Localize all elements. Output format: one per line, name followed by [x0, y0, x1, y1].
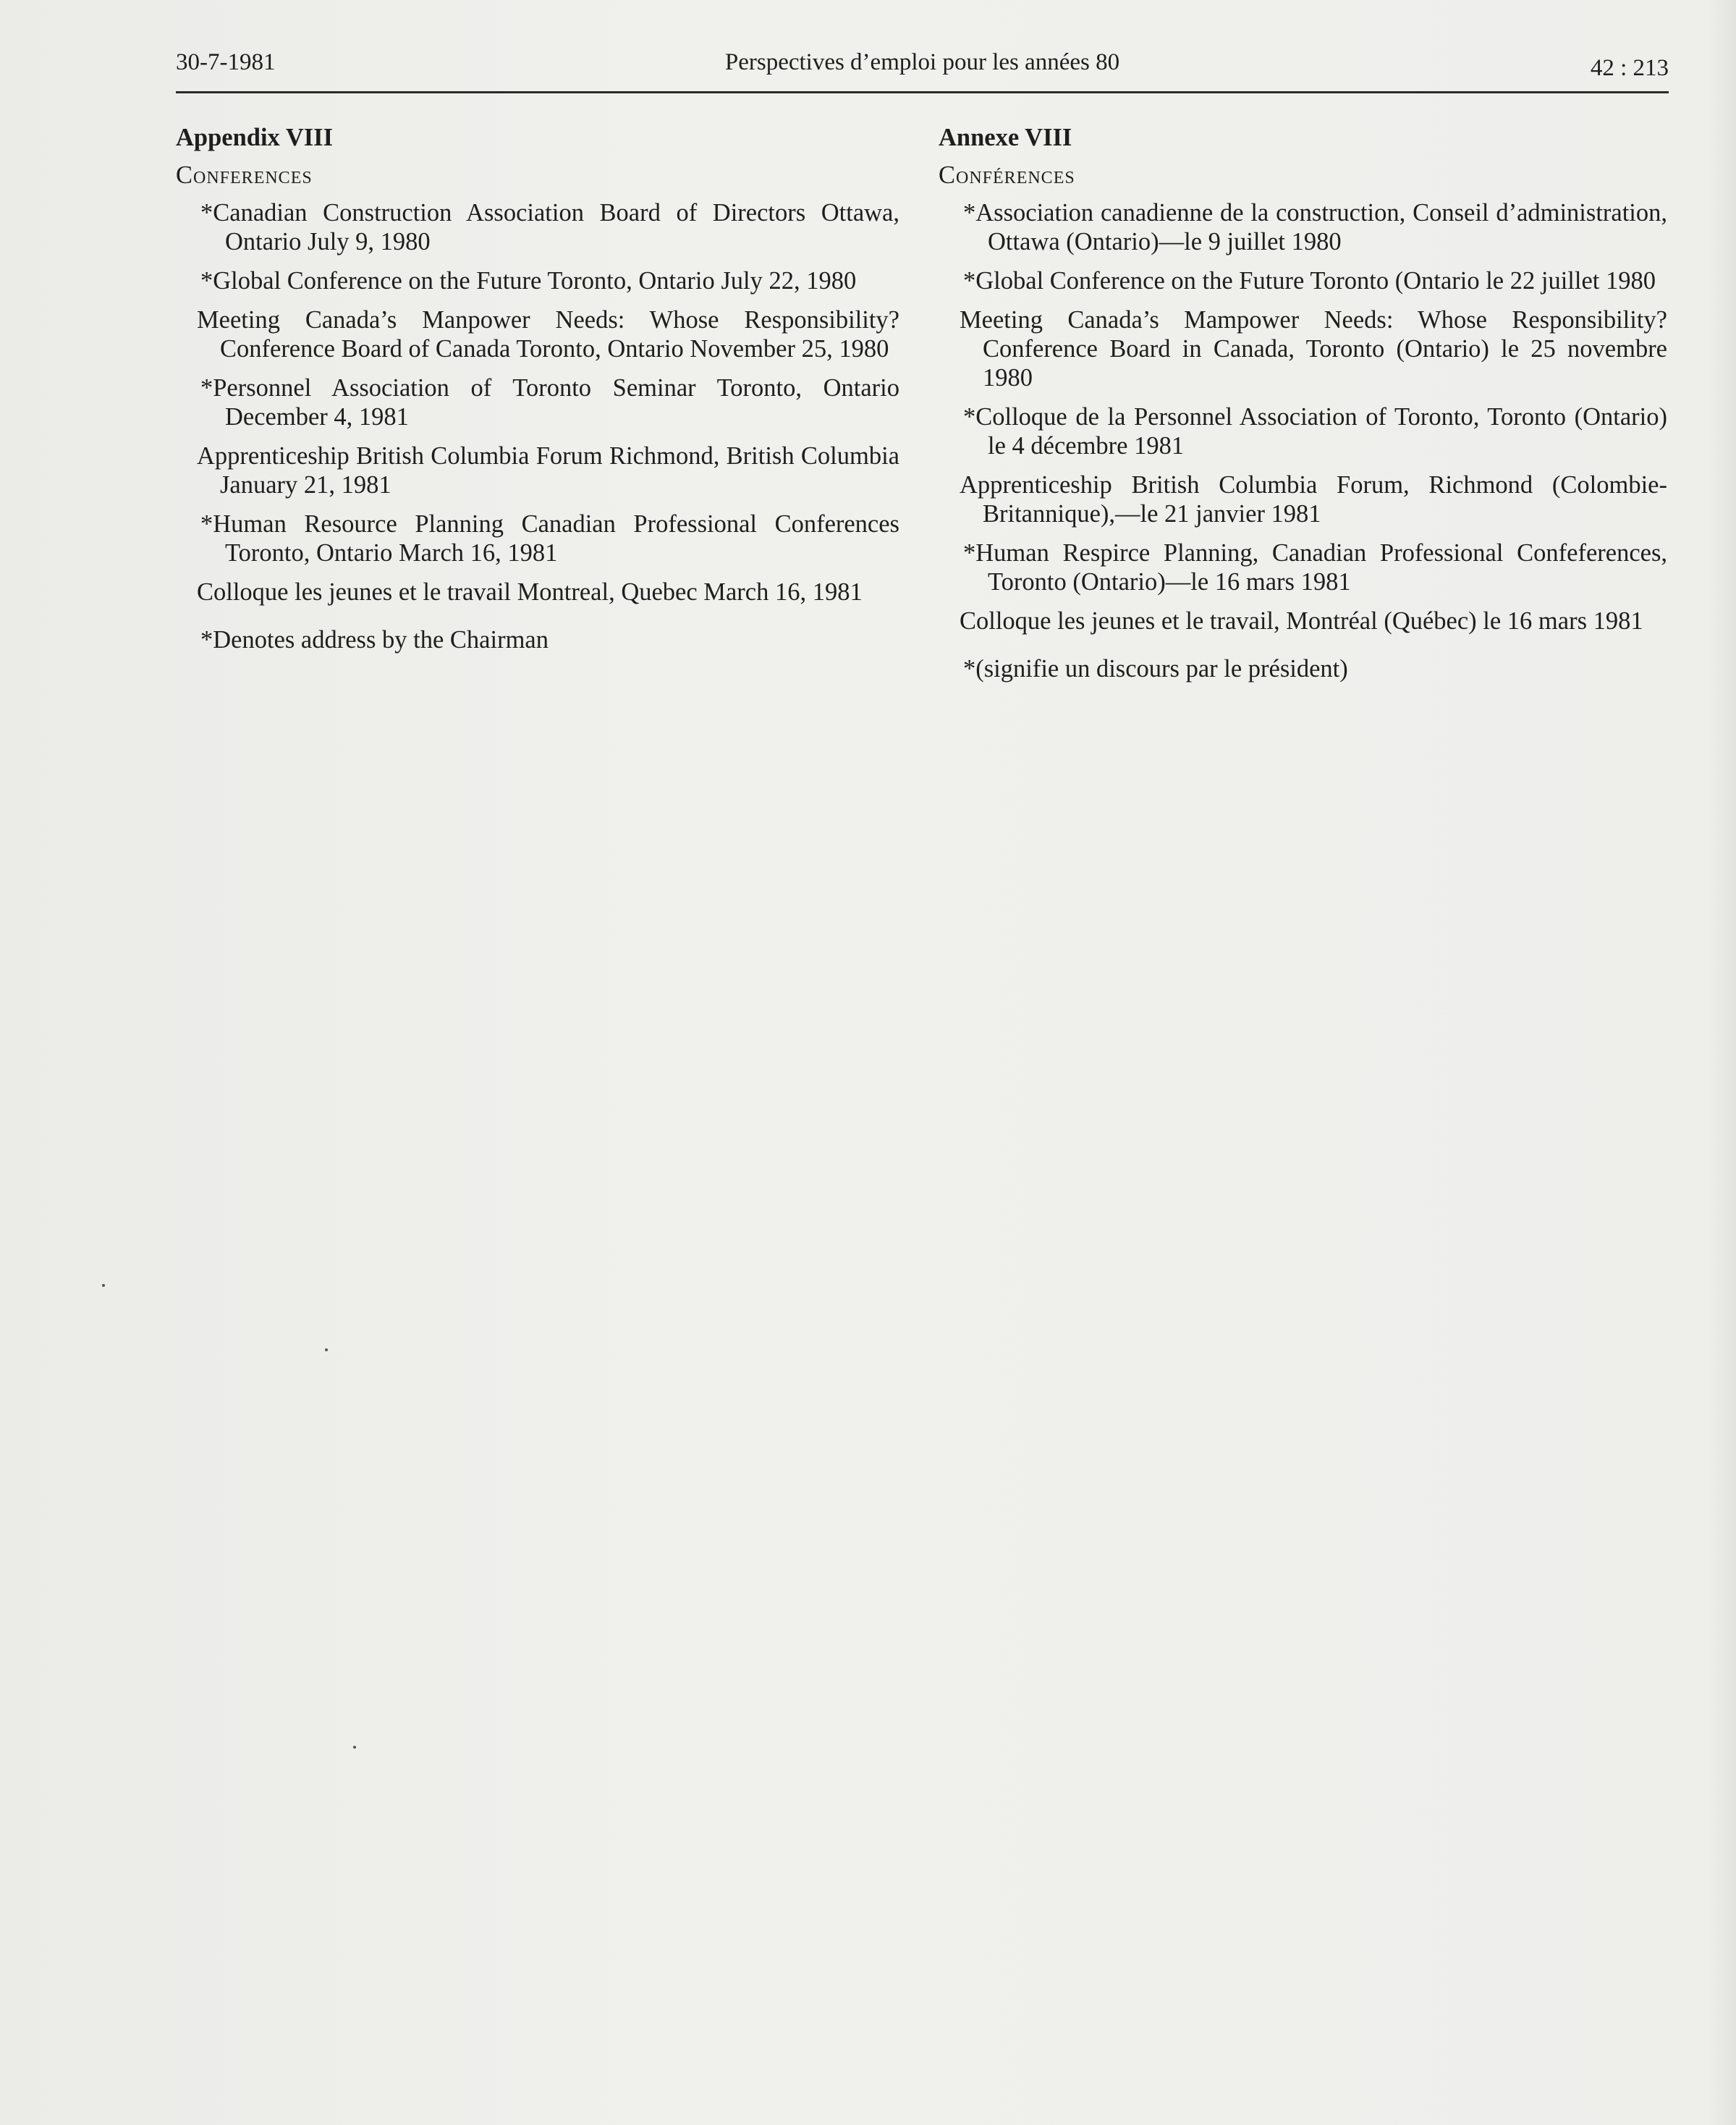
- conference-entry: Meeting Canada’s Mampower Needs: Whose Responsibility? Conference Board in Canada, Toronto (Ontario) le 25 novembre 1980: [960, 306, 1667, 392]
- conference-entry: Apprenticeship British Columbia Forum, Richmond (Colombie-Britannique),—le 21 janvier 1981: [960, 471, 1667, 528]
- header-title: Perspectives d’emploi pour les années 80: [724, 49, 1120, 75]
- conference-entry: *Global Conference on the Future Toronto, Ontario July 22, 1980: [200, 267, 857, 295]
- footnote: *(signifie un discours par le président): [963, 655, 1348, 683]
- conference-entry: *Colloque de la Personnel Association of Toronto, Toronto (Ontario) le 4 décembre 1981: [963, 403, 1667, 460]
- footnote: *Denotes address by the Chairman: [200, 626, 549, 654]
- english-column: [176, 123, 899, 654]
- header-page-number: 42 : 213: [1590, 55, 1669, 81]
- conferences-subheading: Conférences: [939, 161, 1075, 189]
- conferences-subheading: Conferences: [176, 161, 313, 189]
- paper-speck: [102, 1284, 105, 1287]
- conference-entry: *Canadian Construction Association Board of Directors Ottawa, Ontario July 9, 1980: [200, 199, 899, 255]
- conference-entry: *Association canadienne de la construction, Conseil d’administration, Ottawa (Ontario)—le 9 juillet 1980: [963, 199, 1667, 255]
- appendix-heading: Appendix VIII: [176, 124, 334, 151]
- page-header: [176, 49, 1669, 93]
- conference-entry: *Human Resource Planning Canadian Professional Conferences Toronto, Ontario March 16, 1981: [200, 510, 899, 567]
- paper-speck: [353, 1746, 356, 1749]
- conference-entry: *Personnel Association of Toronto Seminar Toronto, Ontario December 4, 1981: [200, 374, 899, 431]
- page-edge-shadow: [1707, 0, 1736, 2125]
- conference-entry: Colloque les jeunes et le travail, Montréal (Québec) le 16 mars 1981: [960, 607, 1643, 635]
- french-column: [939, 123, 1667, 683]
- conference-entry: Colloque les jeunes et le travail Montreal, Quebec March 16, 1981: [197, 578, 863, 606]
- header-date: 30-7-1981: [176, 49, 276, 75]
- annexe-heading: Annexe VIII: [939, 124, 1072, 151]
- conference-entry: Apprenticeship British Columbia Forum Richmond, British Columbia January 21, 1981: [197, 442, 899, 499]
- conference-entry: *Global Conference on the Future Toronto (Ontario le 22 juillet 1980: [963, 267, 1656, 295]
- paper-speck: [325, 1348, 328, 1351]
- conference-entry: Meeting Canada’s Manpower Needs: Whose Responsibility? Conference Board of Canada Toronto, Ontario November 25, 1980: [197, 306, 899, 363]
- conference-entry: *Human Respirce Planning, Canadian Professional Confeferences, Toronto (Ontario)—le 16 mars 1981: [963, 539, 1667, 596]
